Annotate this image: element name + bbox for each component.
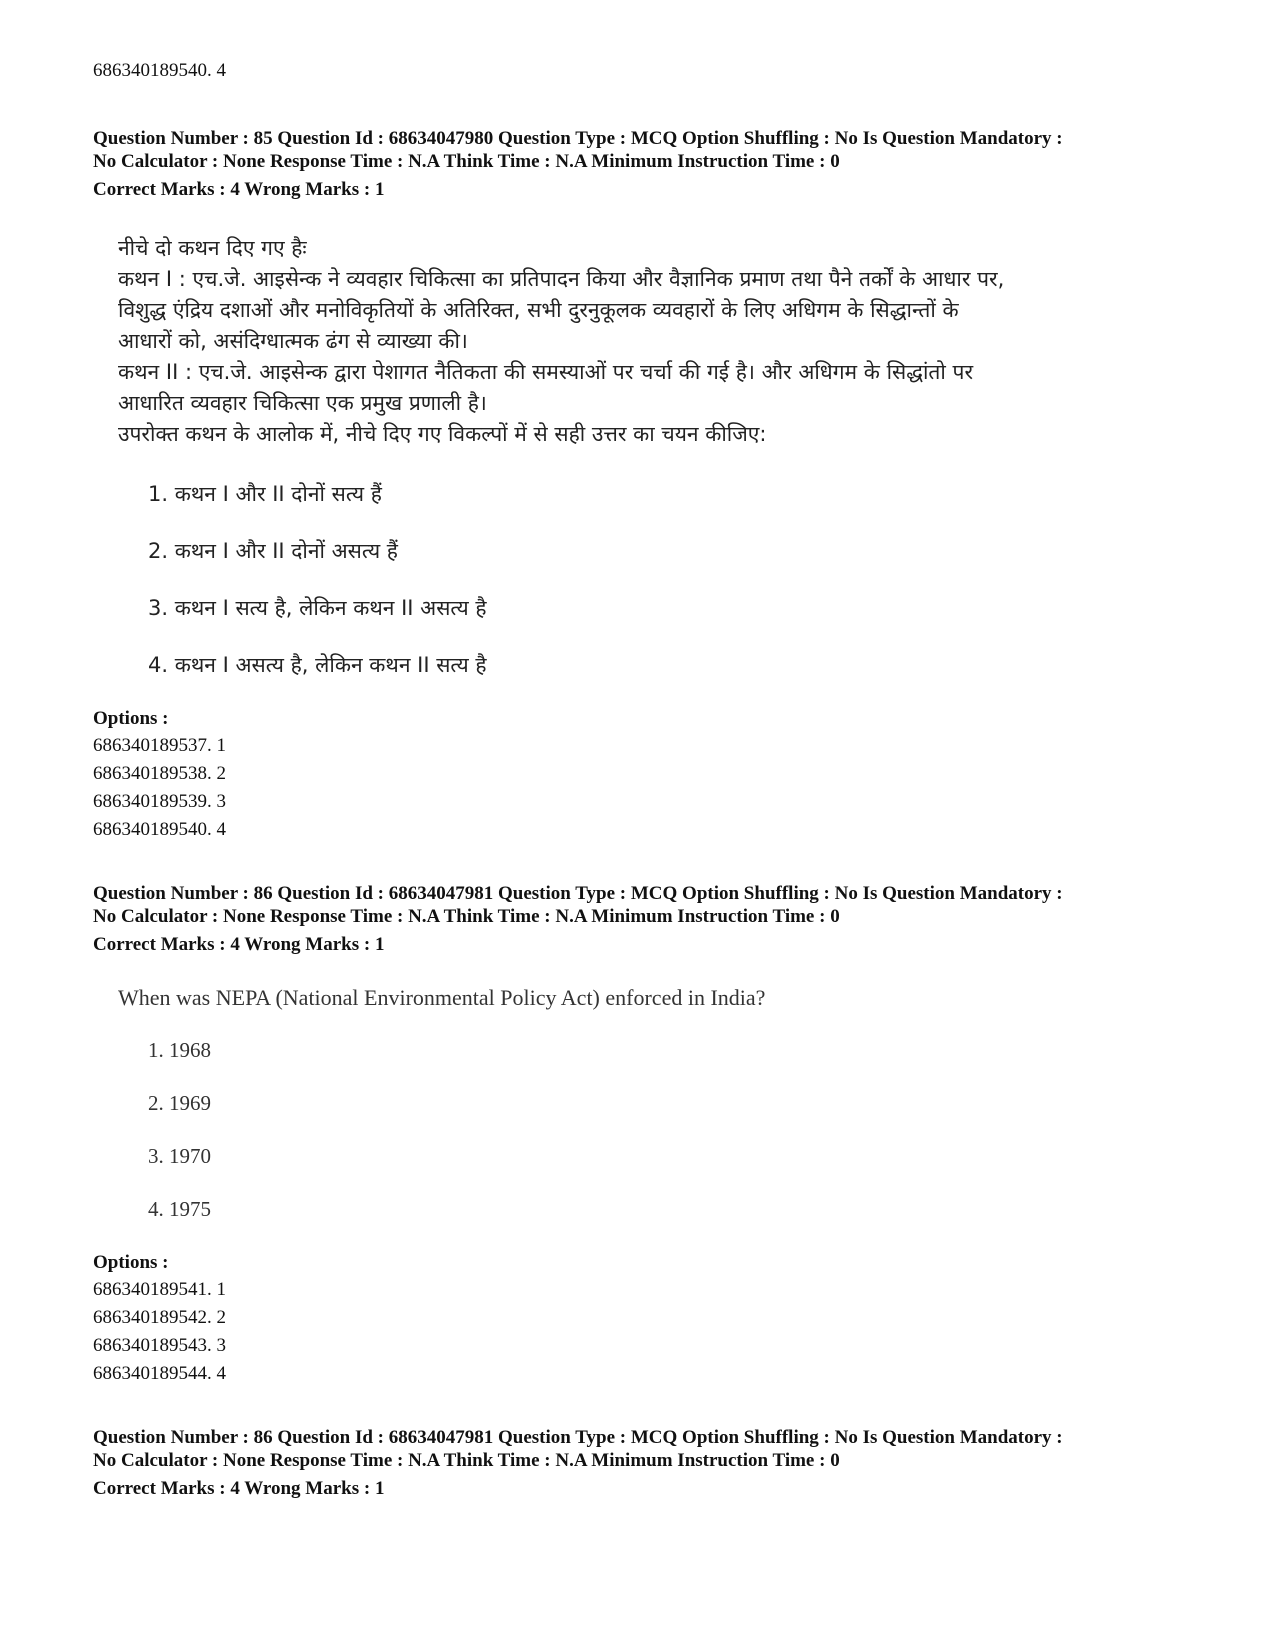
q85-meta-line-1: Question Number : 85 Question Id : 68634047980 Question Type : MCQ Option Shuffling : No Is Question Mandatory : bbox=[93, 128, 1063, 149]
q85-choice-3: 3. कथन I सत्य है, लेकिन कथन II असत्य है bbox=[148, 596, 487, 620]
q85-choice-2: 2. कथन I और II दोनों असत्य हैं bbox=[148, 539, 398, 563]
q86-meta-line-2: No Calculator : None Response Time : N.A Think Time : N.A Minimum Instruction Time : 0 bbox=[93, 906, 840, 927]
q86-option-id-4: 686340189544. 4 bbox=[93, 1363, 226, 1384]
q86-choice-3: 3. 1970 bbox=[148, 1144, 211, 1168]
q85-choice-1: 1. कथन I और II दोनों सत्य हैं bbox=[148, 482, 382, 506]
q85-question-line-7: उपरोक्त कथन के आलोक में, नीचे दिए गए विकल्पों में से सही उत्तर का चयन कीजिए: bbox=[118, 422, 767, 446]
previous-option-line: 686340189540. 4 bbox=[93, 60, 226, 81]
q85-choice-4: 4. कथन I असत्य है, लेकिन कथन II सत्य है bbox=[148, 653, 487, 677]
q85-meta-line-2: No Calculator : None Response Time : N.A Think Time : N.A Minimum Instruction Time : 0 bbox=[93, 151, 840, 172]
q86-option-id-1: 686340189541. 1 bbox=[93, 1279, 226, 1300]
q86-choice-1: 1. 1968 bbox=[148, 1038, 211, 1062]
q85-question-line-6: आधारित व्यवहार चिकित्सा एक प्रमुख प्रणाली है। bbox=[118, 391, 487, 415]
q86-choice-4: 4. 1975 bbox=[148, 1197, 211, 1221]
q85-question-line-3: विशुद्ध एंद्रिय दशाओं और मनोविकृतियों के अतिरिक्त, सभी दुरनुकूलक व्यवहारों के लिए अधिगम के सिद्धान्तों के bbox=[118, 298, 959, 322]
q85-question-line-5: कथन II : एच.जे. आइसेन्क द्वारा पेशागत नैतिकता की समस्याओं पर चर्चा की गई है। और अधिगम के सिद्धांतो पर bbox=[118, 360, 974, 384]
q85-option-id-2: 686340189538. 2 bbox=[93, 763, 226, 784]
q86-meta-line-1: Question Number : 86 Question Id : 68634047981 Question Type : MCQ Option Shuffling : No Is Question Mandatory : bbox=[93, 883, 1063, 904]
q85-marks: Correct Marks : 4 Wrong Marks : 1 bbox=[93, 179, 385, 200]
q85-question-line-2: कथन I : एच.जे. आइसेन्क ने व्यवहार चिकित्सा का प्रतिपादन किया और वैज्ञानिक प्रमाण तथा पैने तर्कों के आधार पर, bbox=[118, 267, 1005, 291]
q86-question-text: When was NEPA (National Environmental Policy Act) enforced in India? bbox=[118, 985, 766, 1010]
q85-option-id-1: 686340189537. 1 bbox=[93, 735, 226, 756]
q85-question-line-4: आधारों को, असंदिग्धात्मक ढंग से व्याख्या की। bbox=[118, 329, 468, 353]
q85-question-line-1: नीचे दो कथन दिए गए हैः bbox=[118, 236, 307, 260]
q86-option-id-2: 686340189542. 2 bbox=[93, 1307, 226, 1328]
q86-options-label: Options : bbox=[93, 1252, 169, 1273]
q86-marks: Correct Marks : 4 Wrong Marks : 1 bbox=[93, 934, 385, 955]
q85-option-id-4: 686340189540. 4 bbox=[93, 819, 226, 840]
q86-option-id-3: 686340189543. 3 bbox=[93, 1335, 226, 1356]
q86-repeat-meta-line-1: Question Number : 86 Question Id : 68634047981 Question Type : MCQ Option Shuffling : No Is Question Mandatory : bbox=[93, 1427, 1063, 1448]
q85-option-id-3: 686340189539. 3 bbox=[93, 791, 226, 812]
q86-repeat-meta-line-2: No Calculator : None Response Time : N.A Think Time : N.A Minimum Instruction Time : 0 bbox=[93, 1450, 840, 1471]
q86-choice-2: 2. 1969 bbox=[148, 1091, 211, 1115]
q85-options-label: Options : bbox=[93, 708, 169, 729]
q86-repeat-marks: Correct Marks : 4 Wrong Marks : 1 bbox=[93, 1478, 385, 1499]
